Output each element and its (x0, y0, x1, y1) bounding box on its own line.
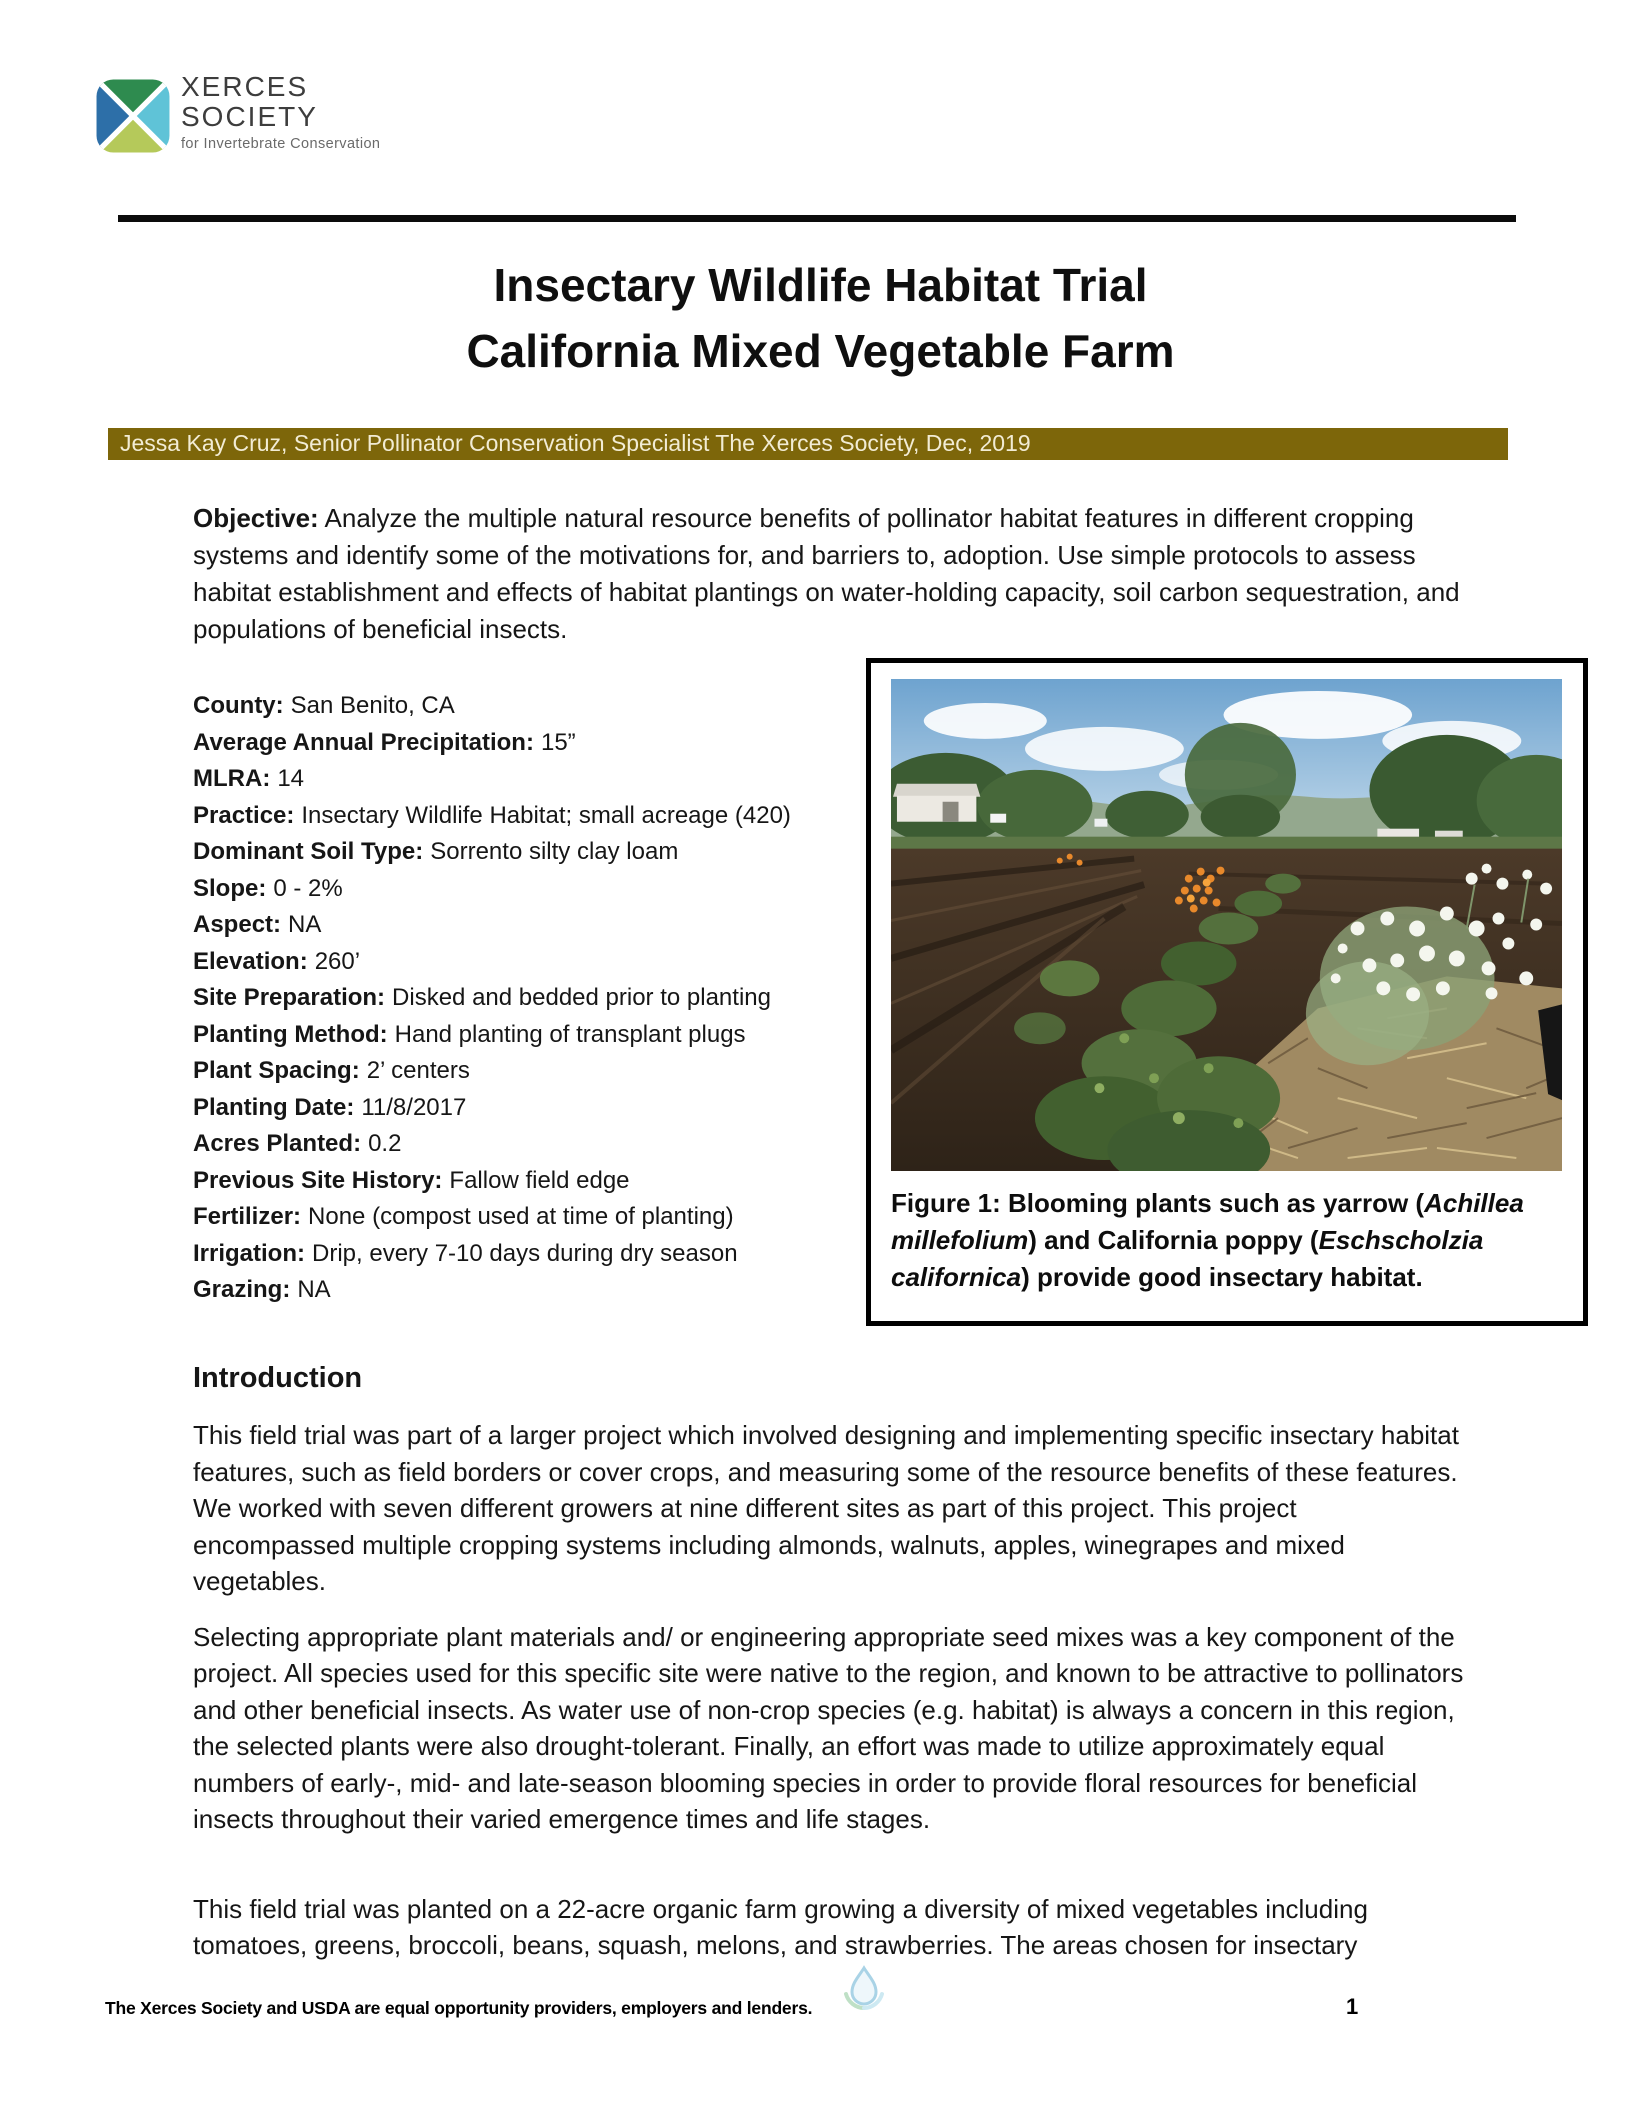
detail-previous-site-history: Previous Site History: Fallow field edge (193, 1166, 630, 1194)
detail-aspect: Aspect: NA (193, 911, 322, 938)
detail-practice: Practice: Insectary Wildlife Habitat; small acreage (420) (193, 801, 791, 829)
xerces-logo-icon (95, 78, 171, 154)
page-number: 1 (1346, 1994, 1359, 2019)
species-name-yarrow: Achillea millefolium (891, 1188, 1524, 1255)
objective-text: Analyze the multiple natural resource benefits of pollinator habitat features in different cropping systems and identify some of the motivations for, and barriers to, adoption. Use simple protocols to assess habitat establishment and effects of habitat plantings on water-holding capacity, soil carbon sequestration, and populations of beneficial insects. (193, 503, 1460, 644)
species-name-poppy: Eschscholzia californica (891, 1225, 1484, 1292)
water-drop-icon (842, 1964, 886, 2020)
introduction-section (193, 1362, 1465, 1983)
logo-name-line1: XERCES (181, 71, 309, 102)
title-line2: California Mixed Vegetable Farm (466, 325, 1175, 377)
detail-elevation: Elevation: 260’ (193, 947, 361, 975)
figure-photo (891, 679, 1562, 1171)
intro-paragraph-2: Selecting appropriate plant materials and/ or engineering appropriate seed mixes was a key component of the project. All species used for this specific site were native to the region, and known to be attractive to pollinators and other beneficial insects. As water use of non-crop species (e.g. habitat) is always a concern in this region, the selected plants were also drought-tolerant. Finally, an effort was made to utilize approximately equal numbers of early-, mid- and late-season blooming species in order to provide floral resources for beneficial insects throughout their varied emergence times and life stages. (193, 1621, 1464, 1834)
site-details-list (193, 688, 855, 1309)
detail-planting-date: Planting Date: 11/8/2017 (193, 1093, 467, 1121)
logo-tagline: for Invertebrate Conservation (181, 136, 381, 152)
xerces-logo (95, 72, 380, 154)
figure-caption: Figure 1: Blooming plants such as yarrow (Achillea millefolium) and California poppy (Eschscholzia californica) provide good insectary habitat. (891, 1188, 1524, 1292)
detail-acres-planted: Acres Planted: 0.2 (193, 1130, 402, 1157)
document-title (0, 252, 1641, 384)
detail-plant-spacing: Plant Spacing: 2’ centers (193, 1057, 470, 1084)
detail-soil-type: Dominant Soil Type: Sorrento silty clay loam (193, 838, 679, 865)
detail-irrigation: Irrigation: Drip, every 7-10 days during dry season (193, 1239, 738, 1267)
footer-disclaimer: The Xerces Society and USDA are equal opportunity providers, employers and lenders. (105, 1998, 813, 2018)
detail-fertilizer: Fertilizer: None (compost used at time of planting) (193, 1203, 734, 1230)
detail-mlra: MLRA: 14 (193, 765, 305, 792)
objective-paragraph (193, 500, 1463, 648)
detail-precipitation: Average Annual Precipitation: 15” (193, 728, 576, 756)
intro-paragraph-3: This field trial was planted on a 22-acre organic farm growing a diversity of mixed vegetables including tomatoes, greens, broccoli, beans, squash, melons, and strawberries. The areas chosen for insectary (193, 1893, 1368, 1960)
byline-bar: Jessa Kay Cruz, Senior Pollinator Conservation Specialist The Xerces Society, Dec, 2019 (108, 428, 1508, 460)
objective-label: Objective: (193, 503, 319, 533)
detail-planting-method: Planting Method: Hand planting of transplant plugs (193, 1020, 746, 1048)
detail-grazing: Grazing: NA (193, 1276, 331, 1303)
detail-site-preparation: Site Preparation: Disked and bedded prior to planting (193, 984, 771, 1011)
logo-name (181, 72, 380, 132)
figure-1 (866, 658, 1588, 1326)
logo-name-line2: SOCIETY (181, 101, 318, 132)
introduction-heading: Introduction (193, 1362, 363, 1394)
header-rule (118, 215, 1516, 222)
title-line1: Insectary Wildlife Habitat Trial (493, 259, 1148, 311)
detail-slope: Slope: 0 - 2% (193, 874, 343, 902)
detail-county: County: San Benito, CA (193, 692, 455, 719)
page-footer (0, 1994, 1641, 2054)
intro-paragraph-1: This field trial was part of a larger project which involved designing and implementing specific insectary habitat features, such as field borders or cover crops, and measuring some of the resource benefits of these features. We worked with seven different growers at nine different sites as part of this project. This project encompassed multiple cropping systems including almonds, walnuts, apples, winegrapes and mixed vegetables. (193, 1420, 1459, 1596)
